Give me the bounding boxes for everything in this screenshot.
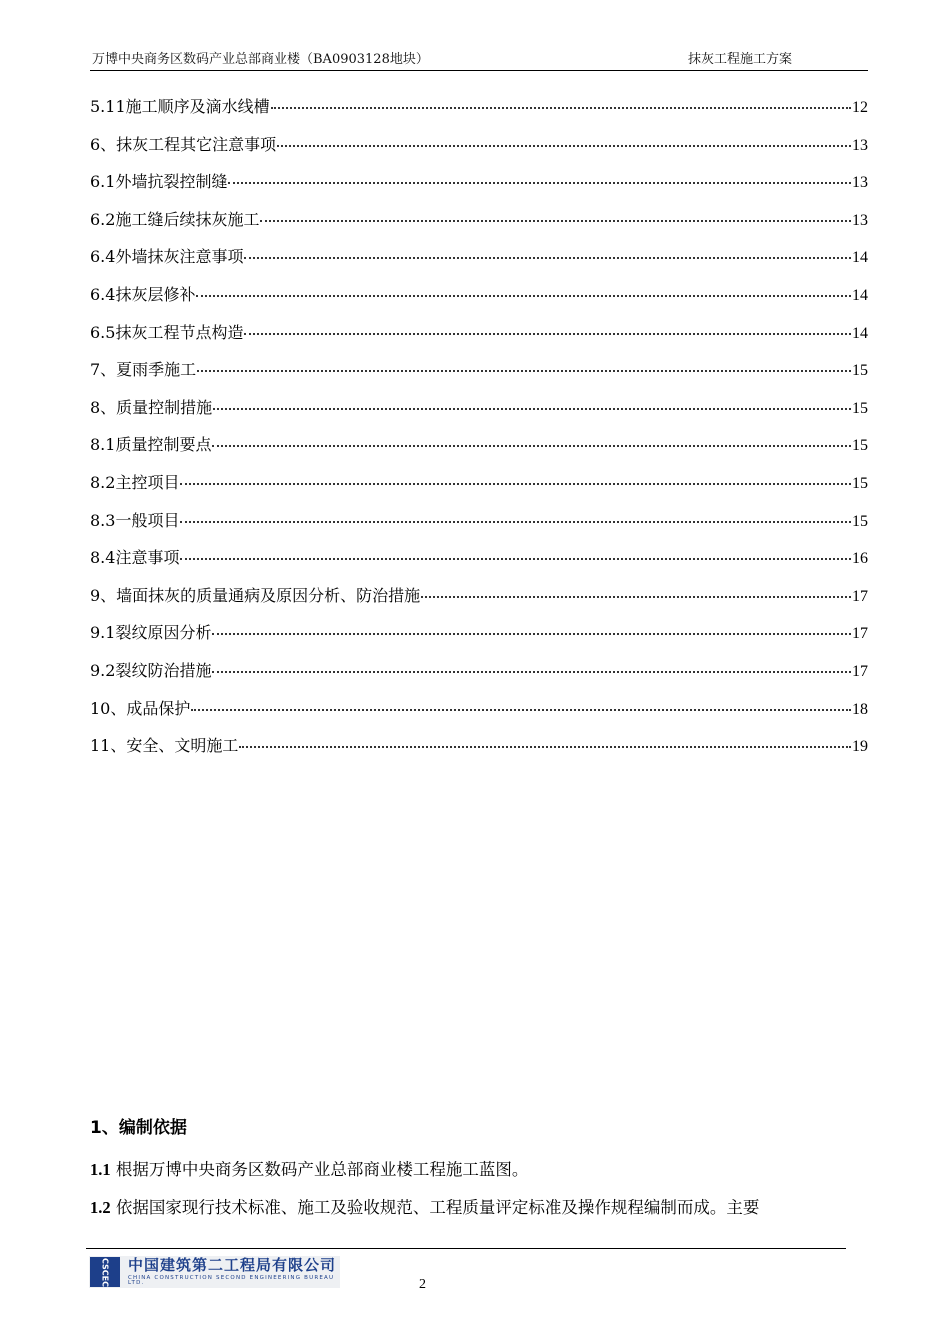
toc-entry-label: 6.4抹灰层修补 [90,284,196,304]
item-text: 依据国家现行技术标准、施工及验收规范、工程质量评定标准及操作规程编制而成。主要 [110,1198,760,1217]
toc-entry-label: 9.2裂纹防治措施 [90,660,212,680]
toc-entry-label: 9.1裂纹原因分析 [90,623,212,643]
header-document-title: 抹灰工程施工方案 [688,52,793,67]
toc-entry-label: 6.5抹灰工程节点构造 [90,322,244,342]
toc-entry[interactable] [90,545,868,583]
toc-dot-leader [196,294,851,297]
toc-dot-leader [244,332,851,335]
toc-entry-label: 6.4外墙抹灰注意事项 [90,247,244,267]
toc-entry[interactable] [90,244,868,282]
toc-entry-page: 13 [852,174,868,192]
toc-dot-leader [260,219,851,222]
toc-dot-leader [180,557,851,560]
toc-entry-page: 17 [852,587,868,605]
toc-dot-leader [239,745,851,748]
toc-entry-label: 8.2主控项目 [90,472,180,492]
toc-entry[interactable] [90,320,868,358]
toc-entry[interactable] [90,658,868,696]
toc-entry[interactable] [90,620,868,658]
toc-entry[interactable] [90,733,868,771]
toc-entry-label: 8.3一般项目 [90,510,180,530]
toc-dot-leader [421,595,851,598]
toc-entry-page: 17 [852,625,868,643]
toc-entry-page: 18 [852,700,868,718]
header-project-title: 万博中央商务区数码产业总部商业楼（BA0903128地块） [92,52,429,67]
item-number: 1.1 [90,1160,111,1179]
toc-dot-leader [277,144,851,147]
toc-entry-page: 15 [852,437,868,455]
toc-entry-page: 13 [852,136,868,154]
section-heading: 1、编制依据 [90,1118,187,1138]
toc-dot-leader [271,106,851,109]
page-header [90,50,868,71]
toc-entry-page: 12 [852,99,868,116]
toc-dot-leader [228,181,851,184]
toc-entry-page: 14 [852,286,868,304]
toc-entry[interactable] [90,357,868,395]
toc-entry-label: 11、安全、文明施工 [90,736,239,756]
toc-entry-label: 5.11施工顺序及滴水线槽 [90,97,270,116]
toc-entry[interactable] [90,470,868,508]
toc-entry[interactable] [90,583,868,621]
toc-dot-leader [212,444,851,447]
toc-entry[interactable] [90,132,868,170]
table-of-contents [90,94,868,771]
toc-entry-label: 8.4注意事项 [90,548,180,568]
toc-entry[interactable] [90,432,868,470]
toc-entry[interactable] [90,696,868,734]
toc-entry-label: 7、夏雨季施工 [90,360,197,380]
toc-entry[interactable] [90,508,868,546]
toc-dot-leader [212,632,851,635]
toc-entry-page: 15 [852,362,868,380]
toc-entry[interactable] [90,395,868,433]
toc-entry[interactable] [90,94,868,132]
company-name-en: CHINA CONSTRUCTION SECOND ENGINEERING BUREAU LTD. [128,1274,335,1286]
item-number: 1.2 [90,1198,111,1217]
toc-dot-leader [213,407,851,410]
toc-entry-page: 17 [852,662,868,680]
toc-dot-leader [180,520,851,523]
toc-entry-page: 14 [852,249,868,267]
toc-dot-leader [197,369,851,372]
toc-entry-label: 10、成品保护 [90,698,191,718]
toc-entry-page: 14 [852,324,868,342]
toc-entry-label: 9、墙面抹灰的质量通病及原因分析、防治措施 [90,585,421,605]
company-logo-icon: CSCEC [90,1257,120,1287]
toc-dot-leader [212,670,851,673]
toc-entry-label: 6.2施工缝后续抹灰施工 [90,209,260,229]
toc-entry-label: 6.1外墙抗裂控制缝 [90,172,228,192]
toc-entry-page: 19 [852,738,868,756]
toc-entry[interactable] [90,282,868,320]
toc-entry[interactable] [90,207,868,245]
company-name-cn: 中国建筑第二工程局有限公司 [128,1255,337,1274]
toc-entry[interactable] [90,169,868,207]
paragraph-1-2 [90,1196,870,1220]
toc-entry-label: 8.1质量控制要点 [90,435,212,455]
toc-entry-label: 8、质量控制措施 [90,397,213,417]
toc-entry-page: 13 [852,211,868,229]
paragraph-1-1 [90,1158,870,1182]
toc-dot-leader [180,482,851,485]
toc-entry-page: 15 [852,474,868,492]
toc-dot-leader [244,256,851,259]
item-text: 根据万博中央商务区数码产业总部商业楼工程施工蓝图。 [110,1160,529,1179]
toc-entry-label: 6、抹灰工程其它注意事项 [90,134,277,154]
toc-entry-page: 15 [852,399,868,417]
page-number: 2 [419,1277,426,1292]
toc-entry-page: 16 [852,550,868,568]
toc-entry-page: 15 [852,512,868,530]
footer-divider [86,1248,846,1249]
toc-dot-leader [191,708,851,711]
